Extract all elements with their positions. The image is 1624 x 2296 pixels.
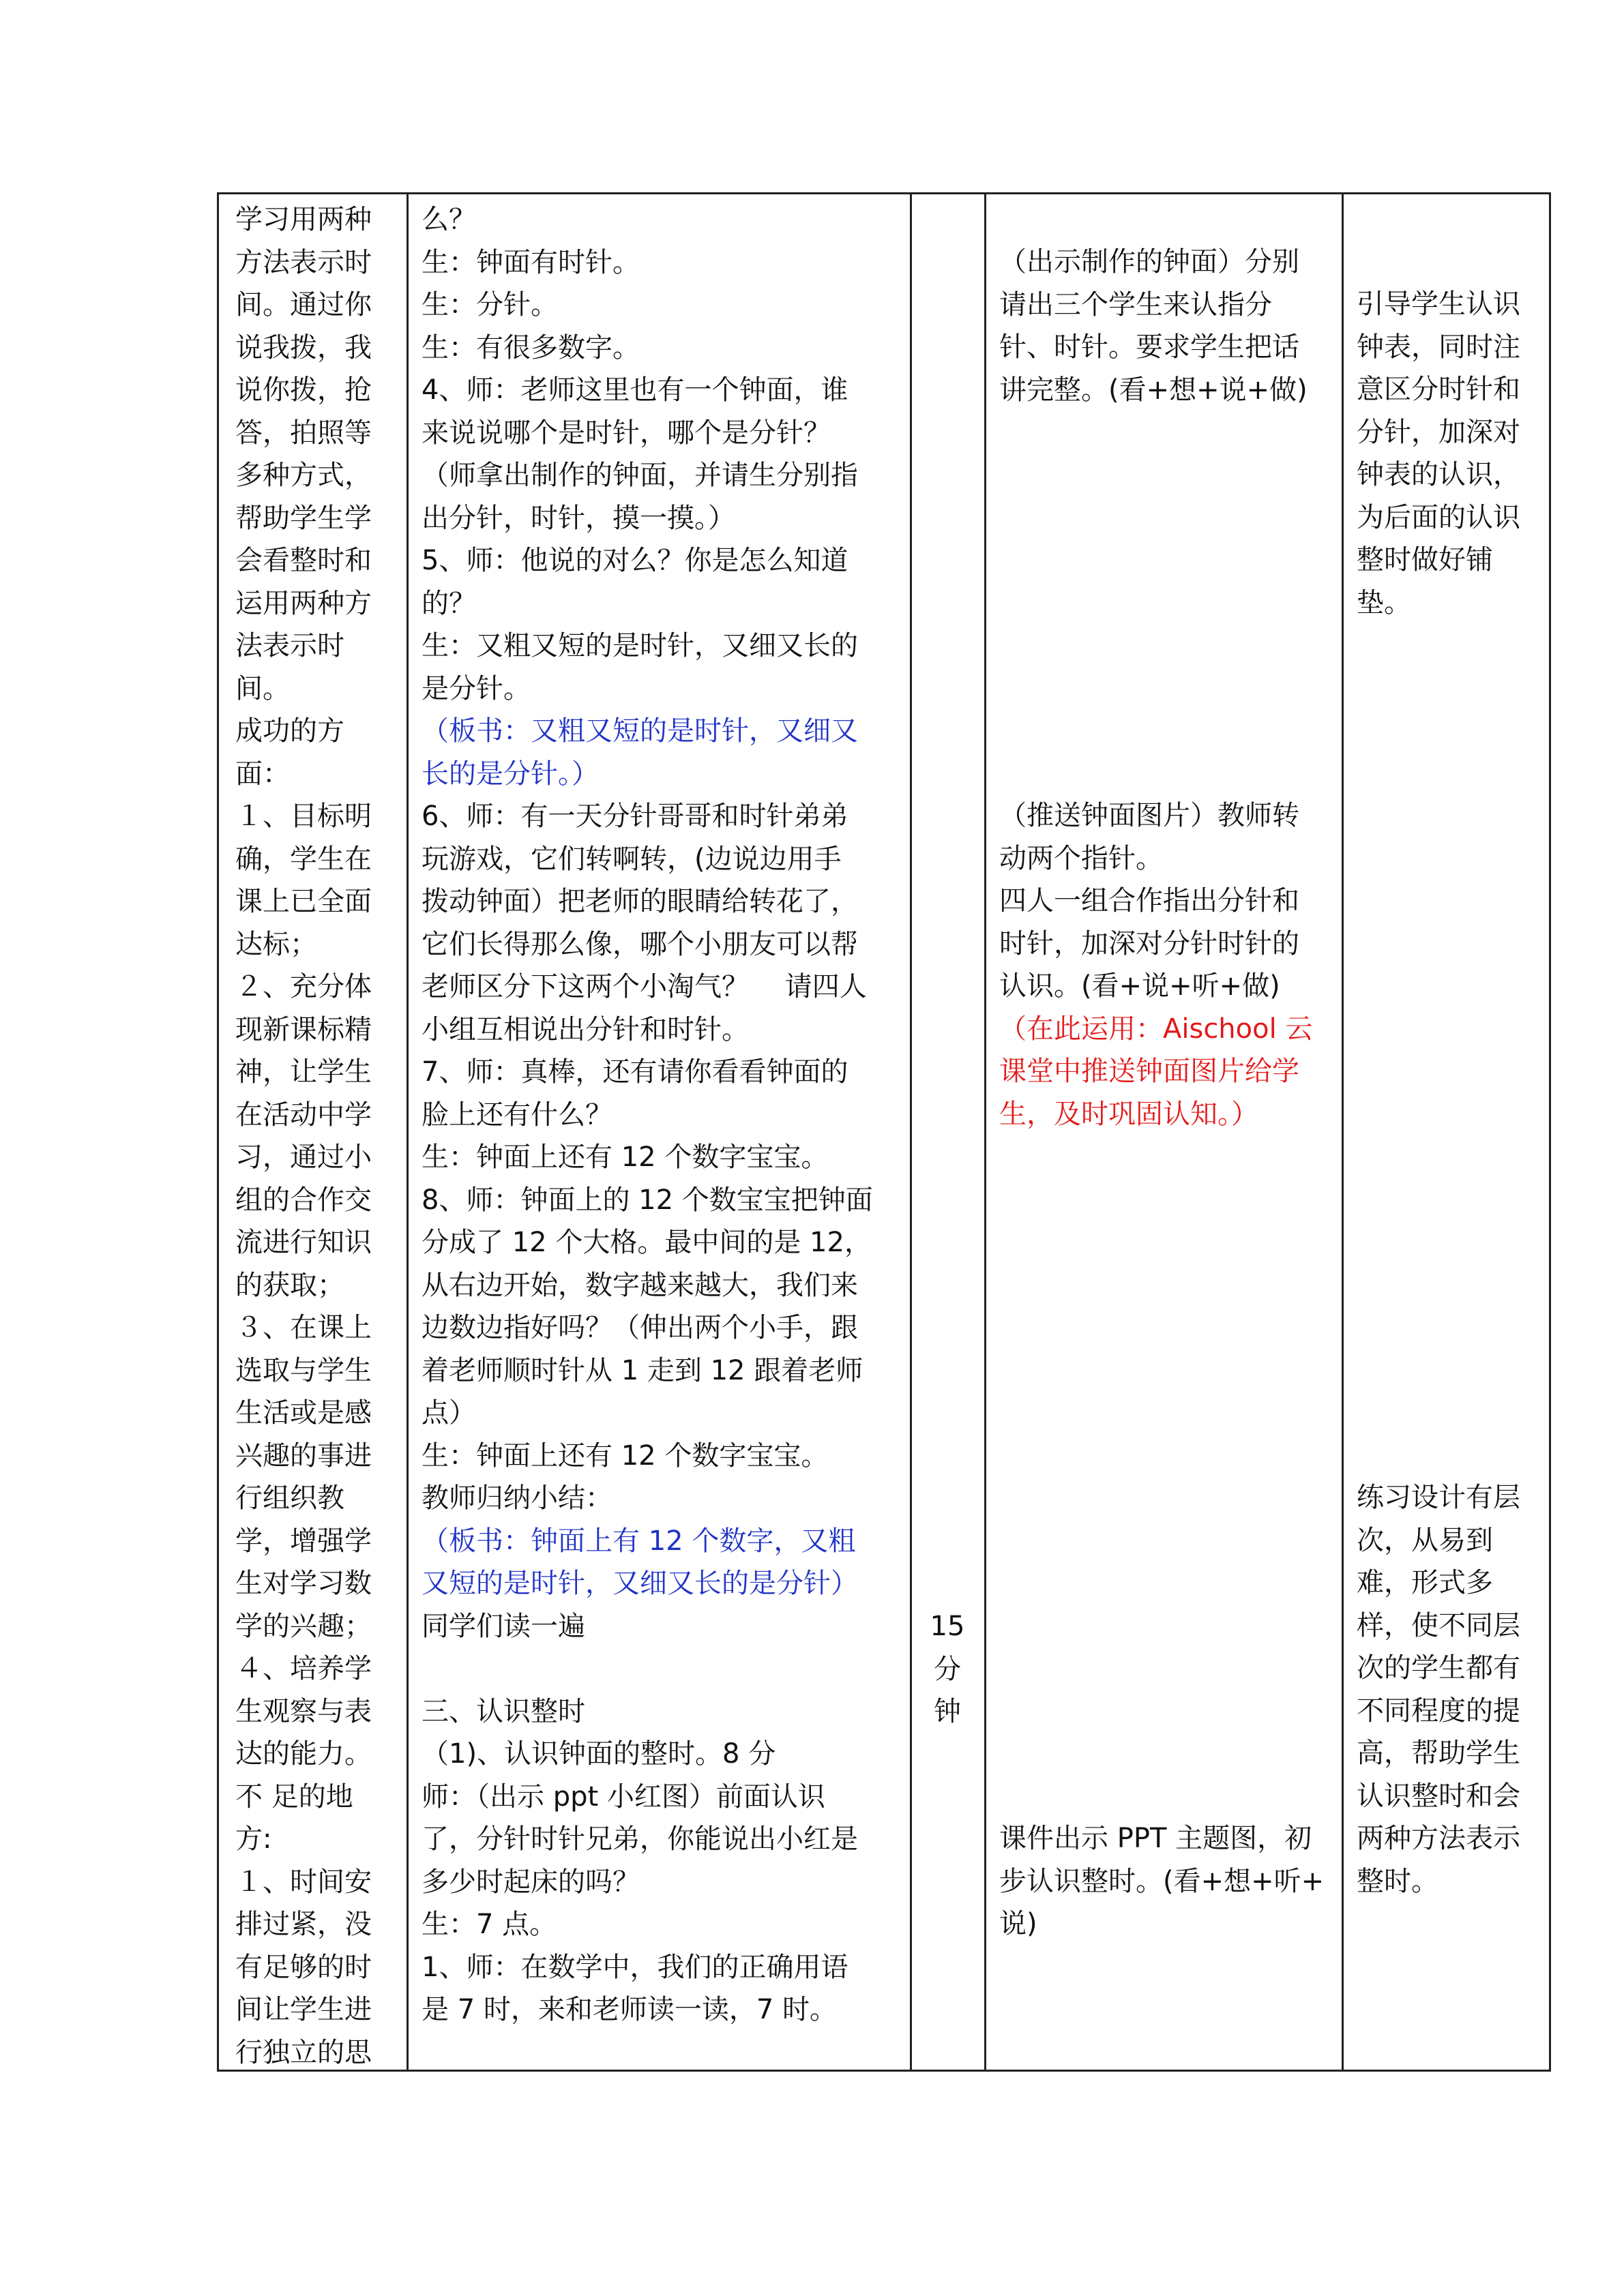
text-line: 生：分针。 — [422, 289, 558, 320]
text-line — [422, 1648, 873, 1690]
text-line: 生：有很多数字。 — [422, 331, 640, 363]
text-line: 选取与学生 — [235, 1354, 372, 1386]
text-line: 是 7 时，来和老师读一读，7 时。 — [422, 1994, 838, 2025]
text-line: 方: — [235, 1823, 272, 1855]
text-line: 生：钟面有时针。 — [422, 246, 640, 278]
text-line: 课件出示 PPT 主题图，初 — [999, 1823, 1312, 1854]
text-line: ３、在课上 — [235, 1312, 372, 1343]
text-line: 行独立的思 — [235, 2036, 372, 2068]
teacher-activity-block — [999, 794, 1312, 1135]
text-line: 8、师：钟面上的 12 个数宝宝把钟面 — [422, 1184, 873, 1216]
text-line: 引导学生认识 — [1357, 288, 1520, 320]
text-line: （板书：又粗又短的是时针，又细又 — [422, 715, 858, 747]
text-line: 神，让学生 — [235, 1056, 372, 1088]
text-line: 分针，加深对 — [1357, 416, 1520, 448]
text-line: 拨动钟面）把老师的眼睛给转花了， — [422, 886, 858, 917]
text-line: 有足够的时 — [235, 1951, 372, 1983]
text-line: 针、时针。要求学生把话 — [999, 331, 1299, 363]
text-line: 成功的方 — [235, 715, 344, 747]
text-line: 讲完整。(看+想+说+做) — [999, 374, 1308, 406]
text-line: 学的兴趣； — [235, 1610, 372, 1642]
text-line: 整时做好铺 — [1357, 544, 1493, 576]
text-line: （出示制作的钟面）分别 — [999, 246, 1299, 278]
text-line: 小组互相说出分针和时针。 — [422, 1013, 749, 1045]
text-line: 生：钟面上还有 12 个数字宝宝。 — [422, 1142, 829, 1173]
text-line: 老师区分下这两个小淘气？ 请四人 — [422, 971, 867, 1002]
text-line: 间。通过你 — [235, 289, 372, 320]
text-line: 组的合作交 — [235, 1184, 372, 1216]
reflection-column — [235, 198, 372, 2074]
text-line: 生对学习数 — [235, 1568, 372, 1599]
text-line: 是分针。 — [422, 672, 531, 704]
text-line: １、时间安 — [235, 1866, 372, 1898]
text-line: 认识整时和会 — [1357, 1780, 1520, 1812]
text-line: 生：钟面上还有 12 个数字宝宝。 — [422, 1440, 829, 1472]
text-line: １、目标明 — [235, 801, 372, 832]
text-line: 它们长得那么像，哪个小朋友可以帮 — [422, 928, 858, 960]
text-line: 了，分针时针兄弟，你能说出小红是 — [422, 1823, 858, 1855]
text-line: 说你拨，抢 — [235, 374, 372, 406]
text-line: 三、认识整时 — [422, 1695, 585, 1727]
text-line: 认识。(看+说+听+做) — [999, 970, 1280, 1002]
text-line: （推送钟面图片）教师转 — [999, 800, 1299, 831]
text-line: 学习用两种 — [235, 204, 372, 235]
text-line: 又短的是时针，又细又长的是分针） — [422, 1568, 858, 1599]
text-line: 7、师：真棒，还有请你看看钟面的 — [422, 1056, 848, 1088]
text-line: 次的学生都有 — [1357, 1652, 1520, 1684]
text-line: 运用两种方 — [235, 587, 372, 619]
text-line: 帮助学生学 — [235, 502, 372, 534]
text-line: 在活动中学 — [235, 1099, 372, 1131]
text-line: 动两个指针。 — [999, 842, 1163, 874]
text-line: 步认识整时。(看+想+听+ — [999, 1865, 1325, 1897]
text-line: 多种方式， — [235, 460, 372, 491]
text-line: 4、师：老师这里也有一个钟面，谁 — [422, 374, 848, 406]
text-line: 练习设计有层 — [1357, 1482, 1520, 1513]
text-line: 间让学生进 — [235, 1994, 372, 2025]
text-line: 教师归纳小结： — [422, 1482, 612, 1514]
text-line: 同学们读一遍 — [422, 1610, 585, 1642]
text-line: 生：又粗又短的是时针，又细又长的 — [422, 630, 858, 661]
text-line: 整时。 — [1357, 1865, 1438, 1897]
text-line: 出分针，时针，摸一摸。） — [422, 502, 735, 534]
text-line: 生观察与表 — [235, 1695, 372, 1727]
text-line: 习，通过小 — [235, 1142, 372, 1173]
text-line: 间。 — [235, 672, 290, 704]
lesson-plan-table — [217, 192, 1551, 2072]
text-line: 1、师：在数学中，我们的正确用语 — [422, 1951, 848, 1983]
text-line: 为后面的认识 — [1357, 501, 1520, 533]
teacher-activity-block — [999, 1817, 1324, 1945]
text-line: 时针，加深对分针时针的 — [999, 927, 1299, 959]
text-line: 行组织教 — [235, 1482, 344, 1514]
text-line: 么？ — [422, 204, 476, 235]
text-line: 师：（出示 ppt 小红图）前面认识 — [422, 1780, 825, 1813]
text-line: （板书：钟面上有 12 个数字，又粗 — [422, 1525, 856, 1557]
text-line: 确，学生在 — [235, 843, 372, 875]
text-line: 5、师：他说的对么？你是怎么知道 — [422, 545, 848, 576]
text-line: 排过紧，没 — [235, 1909, 372, 1940]
text-line: 课上已全面 — [235, 886, 372, 917]
text-line: 边数边指好吗？（伸出两个小手，跟 — [422, 1312, 858, 1343]
text-line: 生：7 点。 — [422, 1909, 557, 1940]
text-line: 达的能力。 — [235, 1738, 372, 1770]
text-line: 次，从易到 — [1357, 1524, 1493, 1556]
text-line: 两种方法表示 — [1357, 1823, 1520, 1854]
text-line: ４、培养学 — [235, 1653, 372, 1684]
text-line: 四人一组合作指出分针和 — [999, 885, 1299, 916]
design-intent-block — [1357, 283, 1520, 624]
text-line: 垫。 — [1357, 586, 1411, 618]
text-line: 玩游戏，它们转啊转，(边说边用手 — [422, 843, 842, 875]
column-divider — [407, 194, 409, 2070]
text-line: 法表示时 — [235, 630, 344, 661]
text-line: 难，形式多 — [1357, 1567, 1493, 1598]
text-line: 不 足的地 — [235, 1780, 353, 1813]
duration-text: 15 — [930, 1611, 965, 1642]
text-line: （1)、认识钟面的整时。8 分 — [422, 1738, 776, 1770]
teacher-activity-block — [999, 241, 1308, 411]
text-line: 的？ — [422, 587, 476, 619]
text-line: 达标； — [235, 928, 317, 960]
text-line: 的获取； — [235, 1269, 344, 1301]
text-line: 钟表，同时注 — [1357, 331, 1520, 363]
text-line: （师拿出制作的钟面，并请生分别指 — [422, 460, 858, 491]
text-line: 兴趣的事进 — [235, 1440, 372, 1472]
duration-text: 分 — [934, 1653, 961, 1685]
duration-text: 钟 — [934, 1696, 961, 1727]
text-line: 脸上还有什么？ — [422, 1099, 612, 1131]
text-line: 不同程度的提 — [1357, 1695, 1520, 1727]
design-intent-block — [1357, 1476, 1520, 1903]
teaching-process-column — [422, 198, 873, 2031]
text-line: 多少时起床的吗？ — [422, 1866, 640, 1898]
highlight-line: （在此运用：Aischool 云 — [999, 1013, 1313, 1045]
highlight-line: 课堂中推送钟面图片给学 — [999, 1056, 1299, 1087]
text-line: 说我拨，我 — [235, 331, 372, 363]
text-line: 着老师顺时针从 1 走到 12 跟着老师 — [422, 1354, 863, 1386]
text-line: 意区分时针和 — [1357, 374, 1520, 405]
text-line: 答，拍照等 — [235, 417, 372, 449]
text-line: 6、师：有一天分针哥哥和时针弟弟 — [422, 801, 848, 832]
text-line: 从右边开始，数字越来越大，我们来 — [422, 1269, 858, 1301]
text-line: 方法表示时 — [235, 246, 372, 278]
text-line: 高，帮助学生 — [1357, 1738, 1520, 1769]
highlight-line: 生，及时巩固认知。） — [999, 1098, 1258, 1130]
text-line: 说) — [999, 1908, 1037, 1939]
text-line: 生活或是感 — [235, 1397, 372, 1429]
text-line: 请出三个学生来认指分 — [999, 288, 1272, 320]
column-divider — [984, 194, 986, 2070]
column-divider — [1342, 194, 1344, 2070]
column-divider — [910, 194, 912, 2070]
text-line: 分成了 12 个大格。最中间的是 12， — [422, 1227, 872, 1258]
text-line: 点） — [422, 1397, 476, 1429]
text-line: 面： — [235, 758, 290, 790]
text-line: 样，使不同层 — [1357, 1609, 1520, 1641]
text-line: 钟表的认识， — [1357, 459, 1520, 490]
time-column — [927, 1605, 968, 1733]
text-line: 现新课标精 — [235, 1013, 372, 1045]
text-line: 流进行知识 — [235, 1227, 372, 1258]
text-line: 长的是分针。） — [422, 758, 599, 790]
text-line: 会看整时和 — [235, 545, 372, 576]
text-line: 来说说哪个是时针，哪个是分针？ — [422, 417, 831, 449]
text-line: 学，增强学 — [235, 1525, 372, 1557]
text-line: ２、充分体 — [235, 971, 372, 1002]
